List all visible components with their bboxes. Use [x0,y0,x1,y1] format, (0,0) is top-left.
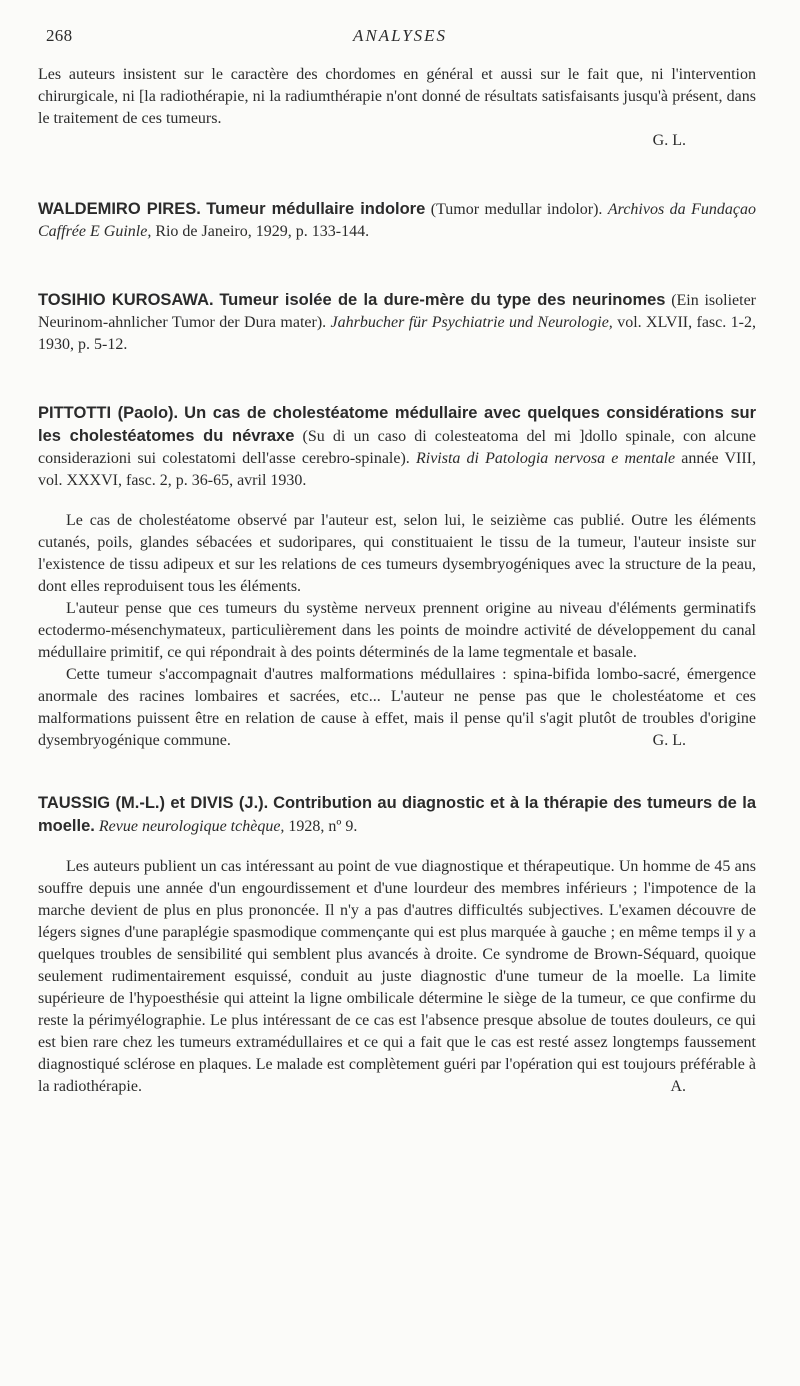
entry-title: Tumeur isolée de la dure-mère du type des neurinomes [219,291,666,309]
entry-title: Contribution au diagnostic et à la thérapie des tumeurs de la moelle. [38,794,757,835]
entry-heading [38,198,756,243]
entry-paragraph: L'auteur pense que ces tumeurs du système nerveux prennent origine au niveau d'éléments germinatifs ectodermo-mésenchymateux, particulièrement dans les points de moindre activité de développement du canal médullaire primitif, ce qui répondrait à des points déterminés de la lame tegmentale et basale. [38,600,756,661]
running-head [38,26,756,46]
entry-journal: Jahrbucher für Psychiatrie und Neurologie, [330,314,613,331]
entry-journal: Revue neurologique tchèque, [98,818,285,835]
entry-source: 1928, nº 9. [284,818,358,835]
review-entry [38,289,756,356]
entry-author: TOSIHIO KUROSAWA. [38,291,214,309]
entry-author: WALDEMIRO PIRES. [38,200,201,218]
entry-author: TAUSSIG (M.-L.) et DIVIS (J.). [38,794,269,812]
entry-paragraph: Les auteurs publient un cas intéressant au point de vue diagnostique et thérapeutique. Un homme de 45 ans souffre depuis une année d'un engourdissement et d'une lourdeur des membres inférieurs ; l'impotence de la marche devient de plus en plus prononcée. Il n'y a pas d'autres difficultés subjectives. L'examen découvre de légers signes d'une paraplégie spasmodique commençante qui est plus marquée à gauche ; en même temps il y a quelques troubles de sensibilité qui semblent plus avancés à droite. Ce syndrome de Brown-Séquard, quoique seulement rudimentairement esquissé, conduit au juste diagnostic d'une tumeur de la moelle. La limite supérieure de l'hypoesthésie qui atteint la ligne ombilicale détermine le siège de la tumeur, ce que confirme du reste la périmyélographie. Le plus intéressant de ce cas est l'absence presque absolue de toutes douleurs, ce qui est bien rare chez les tumeurs extramédullaires et ce qui a fait que le cas est resté assez longtemps faussement diagnostiqué sclérose en plaques. Le malade est complètement guéri par l'opération qui est toujours préférable à la radiothérapie. [38,858,756,1095]
entry-heading [38,792,756,838]
entry-signature: G. L. [652,732,686,749]
entry-heading [38,289,756,356]
entry-source: Rio de Janeiro, 1929, p. 133-144. [151,223,370,240]
entry-original-title: (Tumor medullar indolor). [425,201,608,218]
entry-author: PITTOTTI (Paolo). [38,404,179,422]
entry-paragraph: Le cas de cholestéatome observé par l'auteur est, selon lui, le seizième cas publié. Outre les éléments cutanés, poils, glandes sébacées et sudoripares, qui constituaient le tissu de la tumeur, l'auteur insiste sur l'existence de tissu adipeux et sur les relations de ces tumeurs dysembryogéniques avec la structure de la peau, dont elles reproduisent tous les éléments. [38,512,756,595]
entry-journal: Rivista di Patologia nervosa e mentale [415,450,676,467]
intro-signature: G. L. [652,132,686,149]
review-entry [38,792,756,1098]
page-number: 268 [46,26,73,45]
entry-heading [38,402,756,492]
entry-title: Un cas de cholestéatome médullaire avec quelques considérations sur les cholestéatomes du névraxe [38,404,757,445]
intro-paragraph: Les auteurs insistent sur le caractère des chordomes en général et aussi sur le fait que, ni l'intervention chirurgicale, ni [la radiothérapie, ni la radiumthérapie n'ont donné de résultats satisfaisants jusqu'à présent, dans le traitement de ces tumeurs. [38,66,756,127]
entry-source: vol. XLVII, fasc. 1-2, 1930, p. 5-12. [38,314,756,353]
review-entry [38,402,756,752]
entry-original-title: (Su di un caso di colesteatoma del mi ]dollo spinale, con alcune considerazioni sui colestatomi dell'asse cerebro-spinale). [38,428,757,467]
entry-paragraph: Cette tumeur s'accompagnait d'autres malformations médullaires : spina-bifida lombo-sacré, émergence anormale des racines lombaires et sacrées, etc... L'auteur ne pense pas que le cholestéatome et ces malformations puissent être en relation de cause à effet, mais il pense qu'il s'agit plutôt de troubles d'origine dysembryogénique commune. [38,666,756,749]
section-title: ANALYSES [352,26,448,45]
entry-source: année VIII, vol. XXXVI, fasc. 2, p. 36-65, avril 1930. [38,450,756,489]
entry-original-title: (Ein isolieter Neurinom-ahnlicher Tumor der Dura mater). [38,292,756,331]
entry-journal: Archivos da Fundaçao Caffrée E Guinle, [38,201,756,240]
entry-signature: A. [670,1078,686,1095]
entry-title: Tumeur médullaire indolore [206,200,426,218]
review-entry [38,198,756,243]
